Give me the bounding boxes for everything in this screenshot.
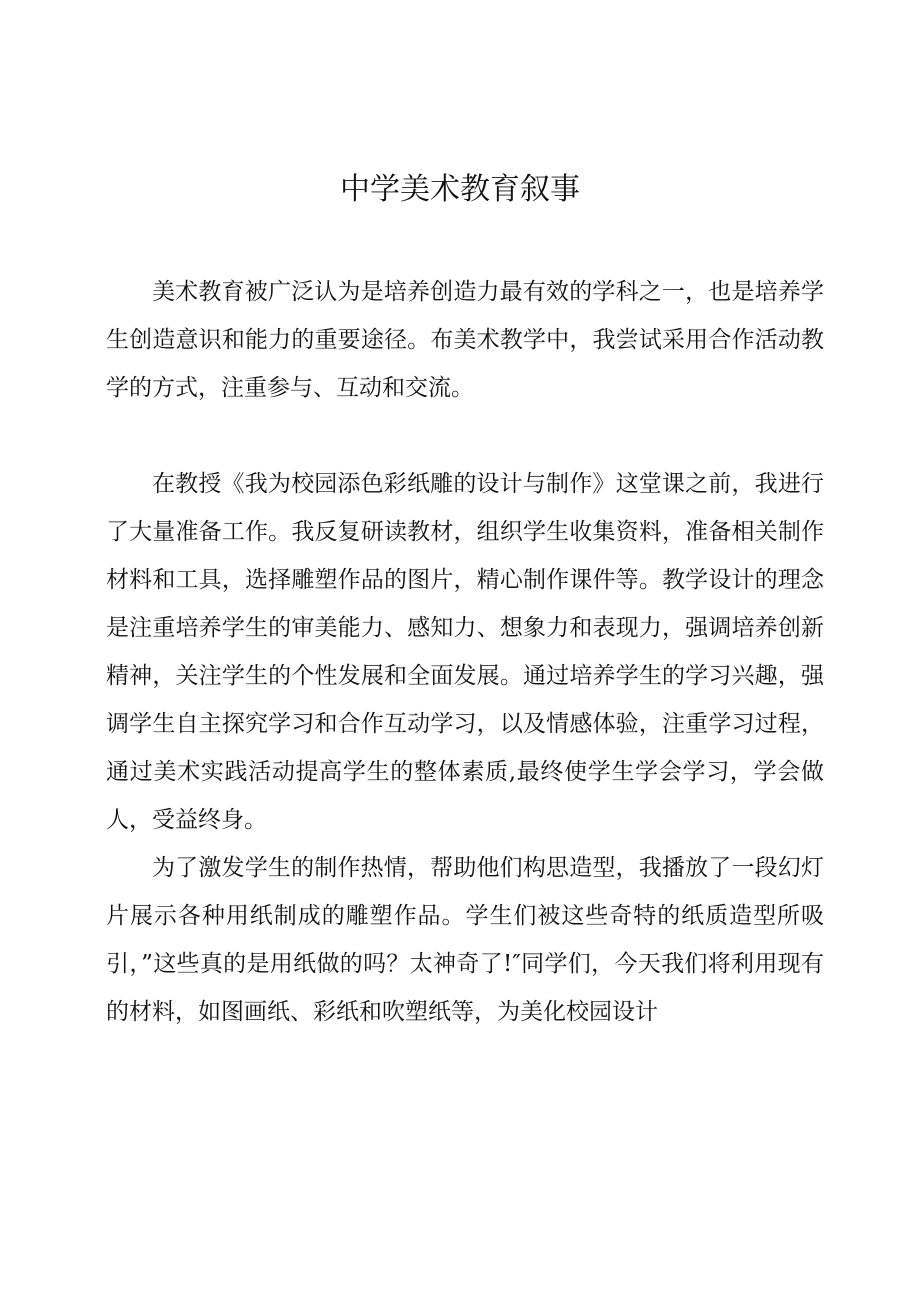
document-title: 中学美术教育叙事	[340, 172, 580, 207]
paragraph-intro: 美术教育被广泛认为是培养创造力最有效的学科之一，也是培养学生创造意识和能力的重要途径。布美术教学中，我尝试采用合作活动教学的方式，注重参与、互动和交流。	[106, 279, 824, 401]
paragraph-preparation: 在教授《我为校园添色彩纸雕的设计与制作》这堂课之前，我进行了大量准备工作。我反复研读教材，组织学生收集资料，准备相关制作材料和工具，选择雕塑作品的图片，精心制作课件等。教学设计的理念是注重培养学生的审美能力、感知力、想象力和表现力，强调培养创新精神，关注学生的个性发展和全面发展。通过培养学生的学习兴趣，强调学生自主探究学习和合作互动学习，以及情感体验，注重学习过程，通过美术实践活动提高学生的整体素质,最终使学生学会学习，学会做人，受益终身。	[106, 471, 824, 833]
paragraph-slideshow: 为了激发学生的制作热情，帮助他们构思造型，我播放了一段幻灯片展示各种用纸制成的雕塑作品。学生们被这些奇特的纸质造型所吸引，”这些真的是用纸做的吗？太神奇了!″同学们，今天我们将利用现有的材料，如图画纸、彩纸和吹塑纸等，为美化校园设计	[106, 855, 824, 1025]
